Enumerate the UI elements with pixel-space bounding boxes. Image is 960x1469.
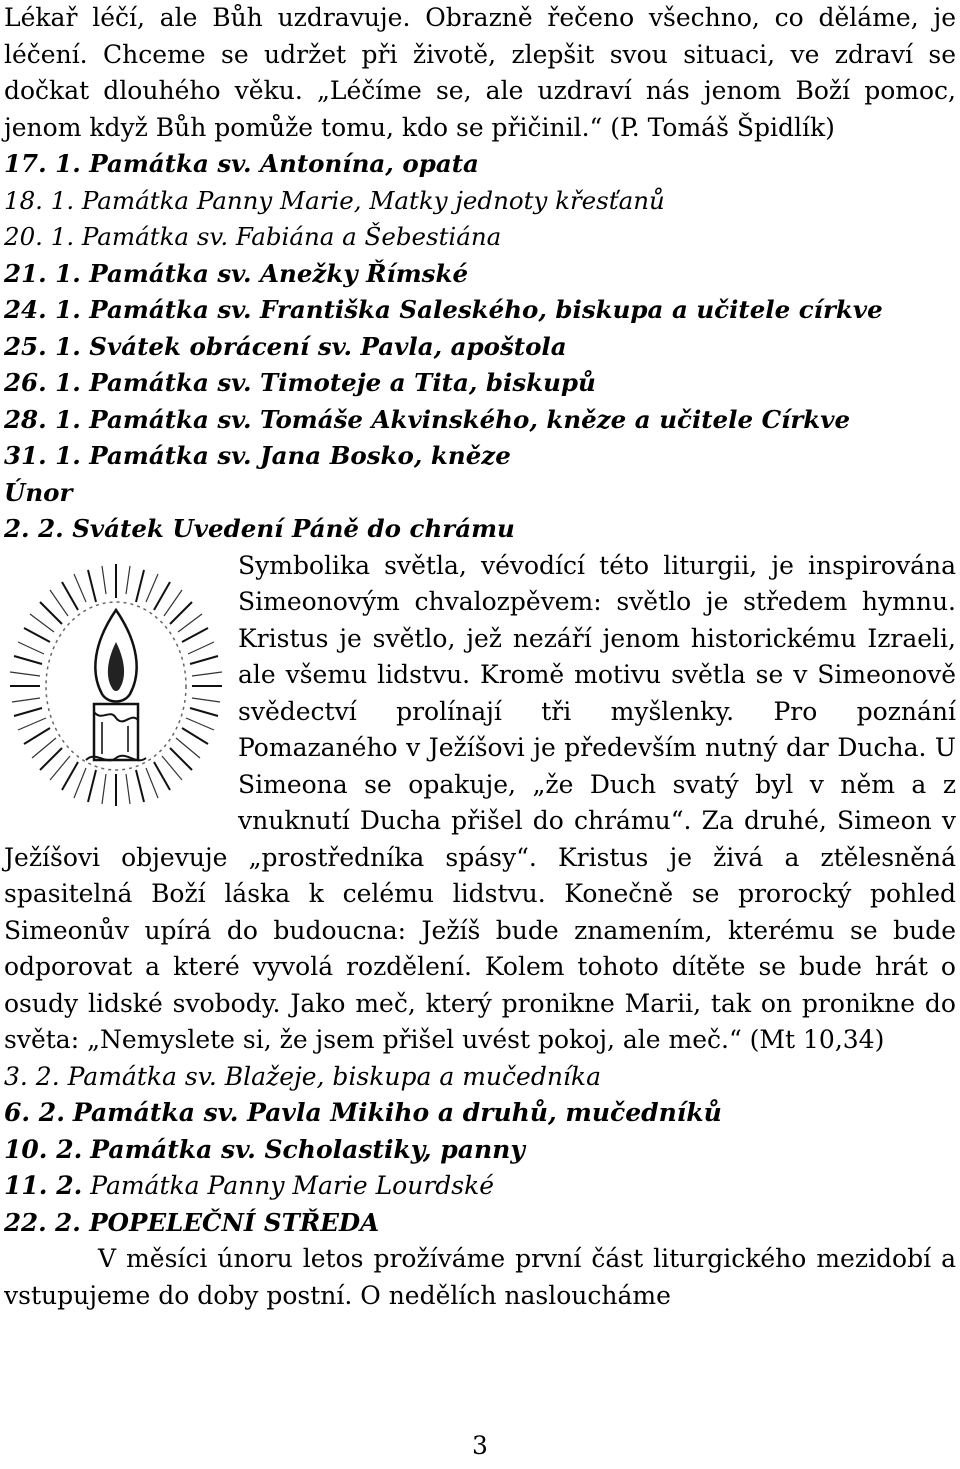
document-page xyxy=(4,0,956,1314)
calendar-entry: 26. 1. Památka sv. Timoteje a Tita, biskupů xyxy=(4,368,596,397)
candlemas-heading: 2. 2. Svátek Uvedení Páně do chrámu xyxy=(4,514,515,543)
calendar-entry: 25. 1. Svátek obrácení sv. Pavla, apoštola xyxy=(4,331,567,361)
entry-date: 10. 2. xyxy=(4,1134,83,1164)
calendar-entry: 28. 1. Památka sv. Tomáše Akvinského, kněze a učitele Církve xyxy=(4,404,851,434)
calendar-entry: 31. 1. Památka sv. Jana Bosko, kněze xyxy=(4,441,511,470)
entry-date: 6. 2. xyxy=(4,1098,65,1127)
intro-paragraph: Lékař léčí, ale Bůh uzdravuje. Obrazně řečeno všechno, co děláme, je léčení. Chceme se udržet při životě, zlepšit svou situaci, ve zdraví se dočkat dlouhého věku. „Léčíme se, ale uzdraví nás jenom Boží pomoc, jenom když Bůh pomůže tomu, kdo se přičinil.“ (P. Tomáš Špidlík) xyxy=(4,3,956,142)
candlemas-text: Symbolika světla, vévodící této liturgii, je inspirována Simeonovým chvalozpěvem: světlo je středem hymnu. Kristus je světlo, jež nezáří jenom historickému Izraeli, ale všemu lidstvu. Kromě motivu světla se v Simeonově svědectví prolínají tři myšlenky. Pro poznání Pomazaného v Ježíšovi je především nutný dar Ducha. U Simeona se opakuje, „že Duch svatý byl v něm a z vnuknutí Ducha přišel do chrámu“. Za druhé, Simeon v Ježíšovi objevuje „prostředníka spásy“. Kristus je živá a ztělesněná spasitelná Boží láska k celému lidstvu. Konečně se prorocký pohled Simeonův upírá do budoucna: Ježíš bude znamením, kterému se bude odporovat a které vyvolá rozdělení. Kolem tohoto dítěte se bude hrát o osudy lidské svobody. Jako meč, který pronikne Marii, tak on pronikne do světa: „Nemyslete si, že jsem přišel uvést pokoj, ale meč.“ (Mt 10,34) xyxy=(4,550,956,1054)
calendar-entry xyxy=(4,1132,956,1169)
month-heading: Únor xyxy=(4,477,73,507)
entry-date: 3. 2. xyxy=(4,1061,60,1091)
candle-icon xyxy=(4,554,226,816)
entry-text: Památka sv. Scholastiky, panny xyxy=(90,1134,525,1164)
entry-date: 11. 2. xyxy=(4,1171,83,1200)
page-number: 3 xyxy=(472,1431,488,1460)
calendar-entry: 17. 1. Památka sv. Antonína, opata xyxy=(4,149,479,178)
calendar-entry: 21. 1. Památka sv. Anežky Římské xyxy=(4,258,469,288)
ash-wednesday-text: V měsíci únoru letos prožíváme první část liturgického mezidobí a vstupujeme do doby postní. O nedělích nasloucháme xyxy=(4,1244,956,1310)
candle-illustration xyxy=(4,554,226,816)
calendar-entry: 18. 1. Památka Panny Marie, Matky jednoty křesťanů xyxy=(4,185,665,215)
calendar-entry xyxy=(4,1168,956,1205)
ash-wednesday-heading: 22. 2. POPELEČNÍ STŘEDA xyxy=(4,1207,380,1237)
calendar-entry: 24. 1. Památka sv. Františka Saleského, biskupa a učitele církve xyxy=(4,295,883,324)
calendar-entry xyxy=(4,1059,956,1096)
entry-text: Památka Panny Marie Lourdské xyxy=(90,1171,495,1200)
calendar-january xyxy=(4,146,956,475)
calendar-entry xyxy=(4,1095,956,1132)
calendar-entry: 20. 1. Památka sv. Fabiána a Šebestiána xyxy=(4,222,502,251)
candlemas-section xyxy=(4,548,956,1059)
calendar-february xyxy=(4,1059,956,1205)
entry-text: Památka sv. Blažeje, biskupa a mučedníka xyxy=(67,1061,601,1091)
entry-text: Památka sv. Pavla Mikiho a druhů, mučedníků xyxy=(72,1098,722,1127)
